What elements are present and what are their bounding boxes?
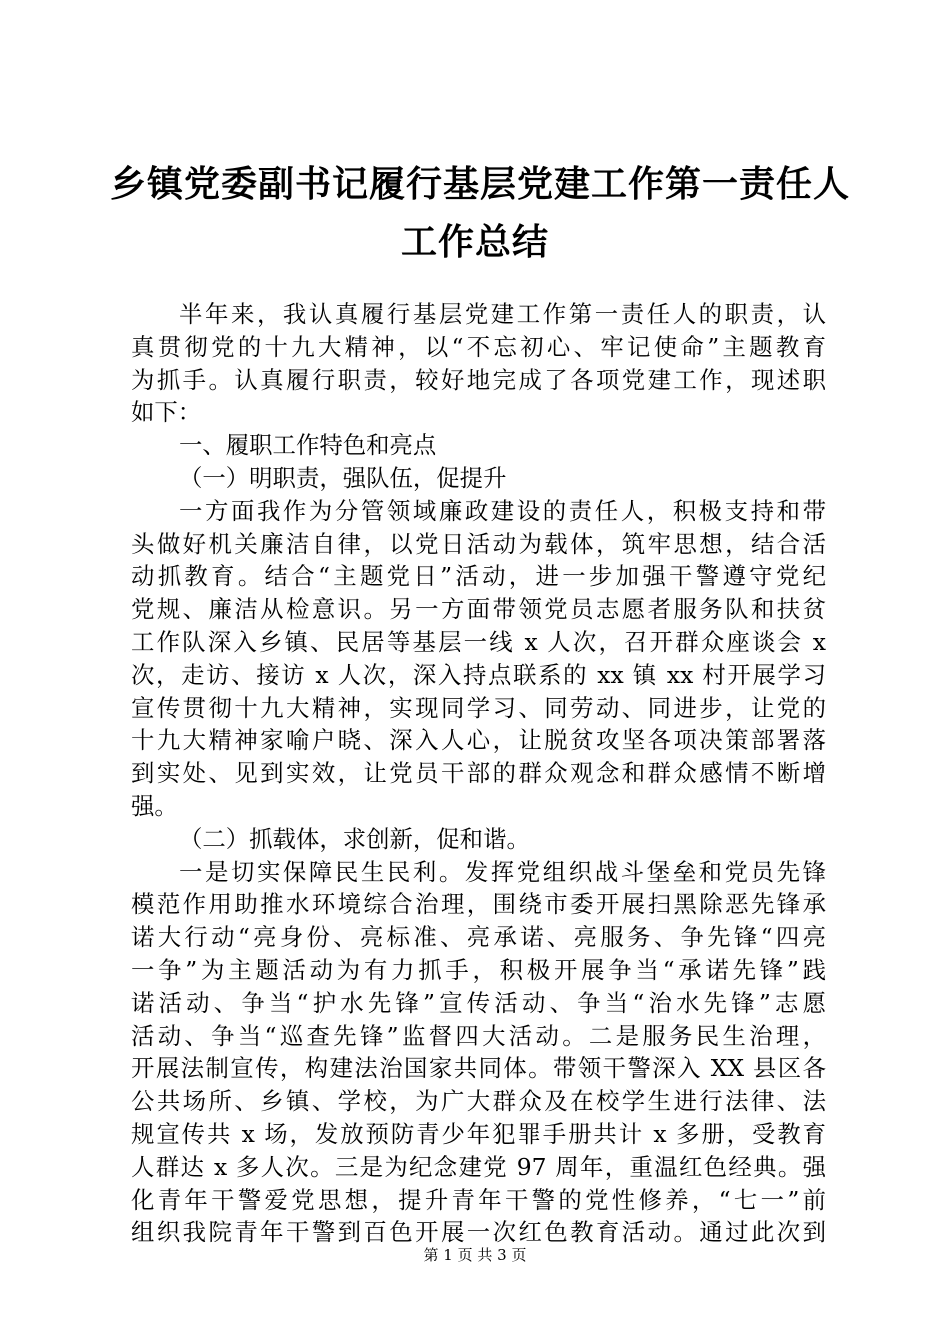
body-line: 党规、廉洁从检意识。另一方面带领党员志愿者服务队和扶贫: [131, 595, 826, 624]
body-line: 为抓手。认真履行职责，较好地完成了各项党建工作，现述职: [131, 365, 826, 394]
body-line: 人群达 x 多人次。三是为纪念建党 97 周年，重温红色经典。强: [131, 1152, 826, 1181]
page-footer: 第 1 页 共 3 页: [423, 1246, 527, 1264]
body-line: 模范作用助推水环境综合治理，围绕市委开展扫黑除恶先锋承: [131, 890, 826, 919]
body-line: 一、履职工作特色和亮点: [179, 431, 437, 460]
body-line: 规宣传共 x 场，发放预防青少年犯罪手册共计 x 多册，受教育: [131, 1119, 826, 1148]
body-line: （二）抓载体，求创新，促和谐。: [179, 824, 530, 853]
body-line: 十九大精神家喻户晓、深入人心，让脱贫攻坚各项决策部署落: [131, 726, 826, 755]
body-line: （一）明职责，强队伍，促提升: [179, 463, 507, 492]
body-line: 组织我院青年干警到百色开展一次红色教育活动。通过此次到: [131, 1218, 826, 1247]
body-line: 活动、争当“巡查先锋”监督四大活动。二是服务民生治理，: [131, 1021, 826, 1050]
body-line: 一方面我作为分管领域廉政建设的责任人，积极支持和带: [179, 496, 826, 525]
body-line: 开展法制宣传，构建法治国家共同体。带领干警深入 XX 县区各: [131, 1054, 826, 1083]
body-line: 工作队深入乡镇、民居等基层一线 x 人次，召开群众座谈会 x: [131, 627, 826, 656]
body-line: 强。: [131, 791, 178, 820]
body-line: 一争”为主题活动为有力抓手，积极开展争当“承诺先锋”践: [131, 955, 826, 984]
body-line: 化青年干警爱党思想，提升青年干警的党性修养，“七一”前: [131, 1185, 826, 1214]
body-line: 动抓教育。结合“主题党日”活动，进一步加强干警遵守党纪: [131, 562, 826, 591]
body-line: 诺活动、争当“护水先锋”宣传活动、争当“治水先锋”志愿: [131, 988, 826, 1017]
body-line: 宣传贯彻十九大精神，实现同学习、同劳动、同进步，让党的: [131, 693, 826, 722]
body-line: 一是切实保障民生民利。发挥党组织战斗堡垒和党员先锋: [179, 857, 826, 886]
body-line: 到实处、见到实效，让党员干部的群众观念和群众感情不断增: [131, 759, 826, 788]
body-line: 真贯彻党的十九大精神，以“不忘初心、牢记使命”主题教育: [131, 332, 826, 361]
body-line: 次，走访、接访 x 人次，深入持点联系的 xx 镇 xx 村开展学习: [131, 660, 826, 689]
body-line: 如下：: [131, 398, 202, 427]
body-line: 诺大行动“亮身份、亮标准、亮承诺、亮服务、争先锋“四亮: [131, 923, 826, 952]
document-body: [131, 298, 826, 1249]
body-line: 公共场所、乡镇、学校，为广大群众及在校学生进行法律、法: [131, 1087, 826, 1116]
document-title-line-2: 工作总结: [400, 221, 549, 263]
body-line: 半年来，我认真履行基层党建工作第一责任人的职责，认: [179, 300, 826, 328]
body-line: 头做好机关廉洁自律，以党日活动为载体，筑牢思想，结合活: [131, 529, 826, 558]
document-title-line-1: 乡镇党委副书记履行基层党建工作第一责任人: [110, 163, 851, 205]
